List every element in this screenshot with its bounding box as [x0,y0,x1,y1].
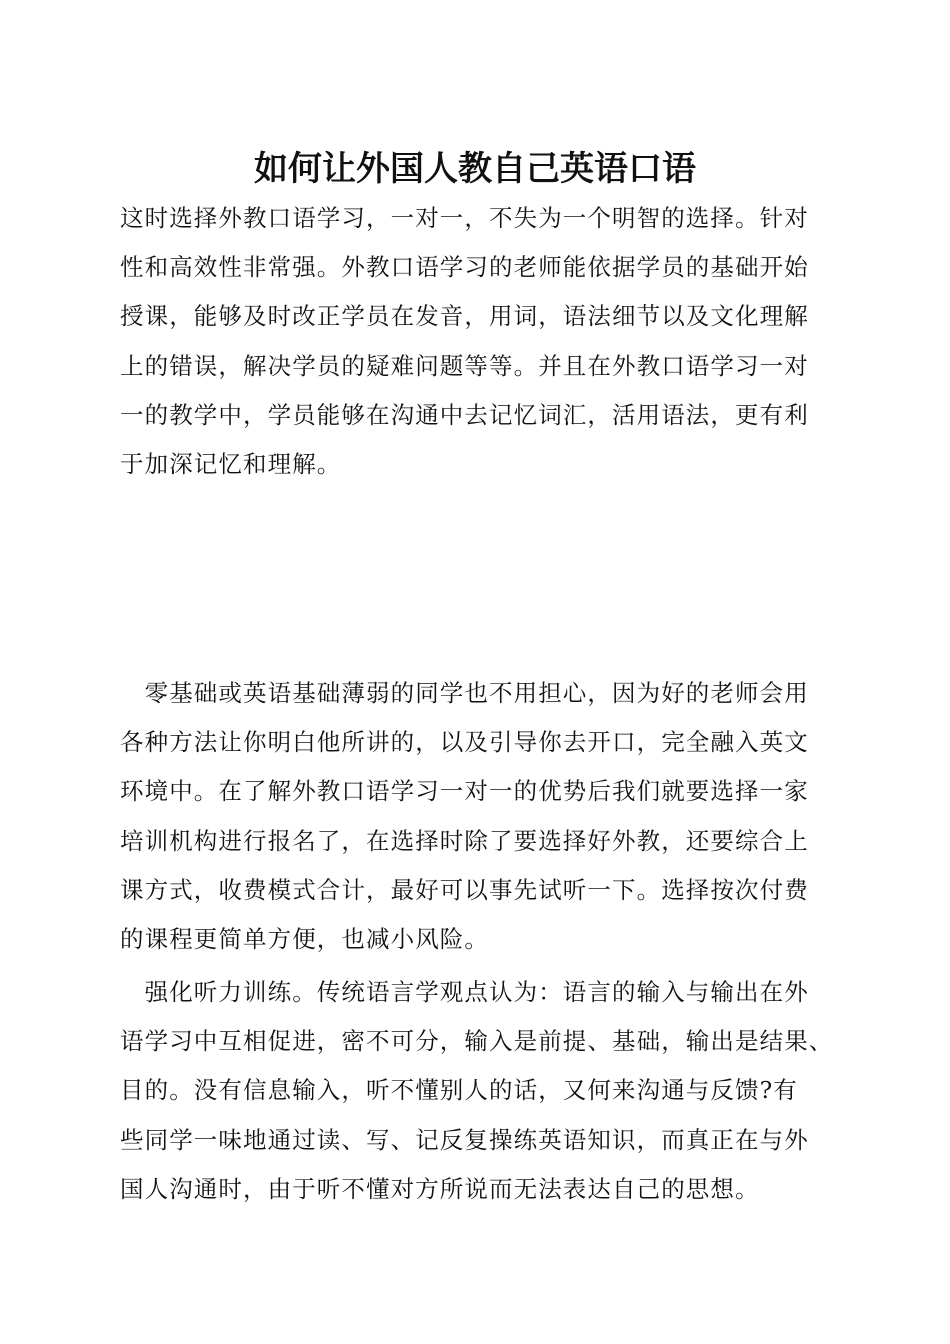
paragraph-1-line: 性和高效性非常强。外教口语学习的老师能依据学员的基础开始 [120,253,809,282]
paragraph-2-line: 的课程更简单方便，也减小风险。 [120,925,489,954]
paragraph-1-line: 一的教学中，学员能够在沟通中去记忆词汇，活用语法，更有利 [120,400,809,429]
paragraph-3-line: 强化听力训练。传统语言学观点认为：语言的输入与输出在外 [120,978,809,1006]
paragraph-3-line: 语学习中互相促进，密不可分，输入是前提、基础，输出是结果、 [120,1027,834,1056]
paragraph-2-line: 培训机构进行报名了，在选择时除了要选择好外教，还要综合上 [120,826,809,855]
paragraph-1-line: 于加深记忆和理解。 [120,450,342,479]
paragraph-3 [120,968,840,1214]
paragraph-3-line: 国人沟通时，由于听不懂对方所说而无法表达自己的思想。 [120,1174,760,1203]
paragraph-2-line: 课方式，收费模式合计，最好可以事先试听一下。选择按次付费 [120,875,809,904]
paragraph-2-line: 零基础或英语基础薄弱的同学也不用担心，因为好的老师会用 [120,679,809,707]
paragraph-3-line: 些同学一味地通过读、写、记反复操练英语知识，而真正在与外 [120,1125,809,1154]
paragraph-1 [120,194,840,489]
paragraph-2-line: 各种方法让你明白他所讲的，以及引导你去开口，完全融入英文 [120,728,809,757]
paragraph-1-line: 授课，能够及时改正学员在发音，用词，语法细节以及文化理解 [120,302,809,331]
paragraph-3-line: 目的。没有信息输入，听不懂别人的话，又何来沟通与反馈?有 [120,1076,798,1105]
paragraph-1-line: 上的错误，解决学员的疑难问题等等。并且在外教口语学习一对 [120,351,809,380]
paragraph-2-line: 环境中。在了解外教口语学习一对一的优势后我们就要选择一家 [120,777,809,806]
paragraph-2 [120,669,840,964]
paragraph-1-line: 这时选择外教口语学习，一对一，不失为一个明智的选择。针对 [120,204,809,232]
document-title: 如何让外国人教自己英语口语 [254,149,696,189]
